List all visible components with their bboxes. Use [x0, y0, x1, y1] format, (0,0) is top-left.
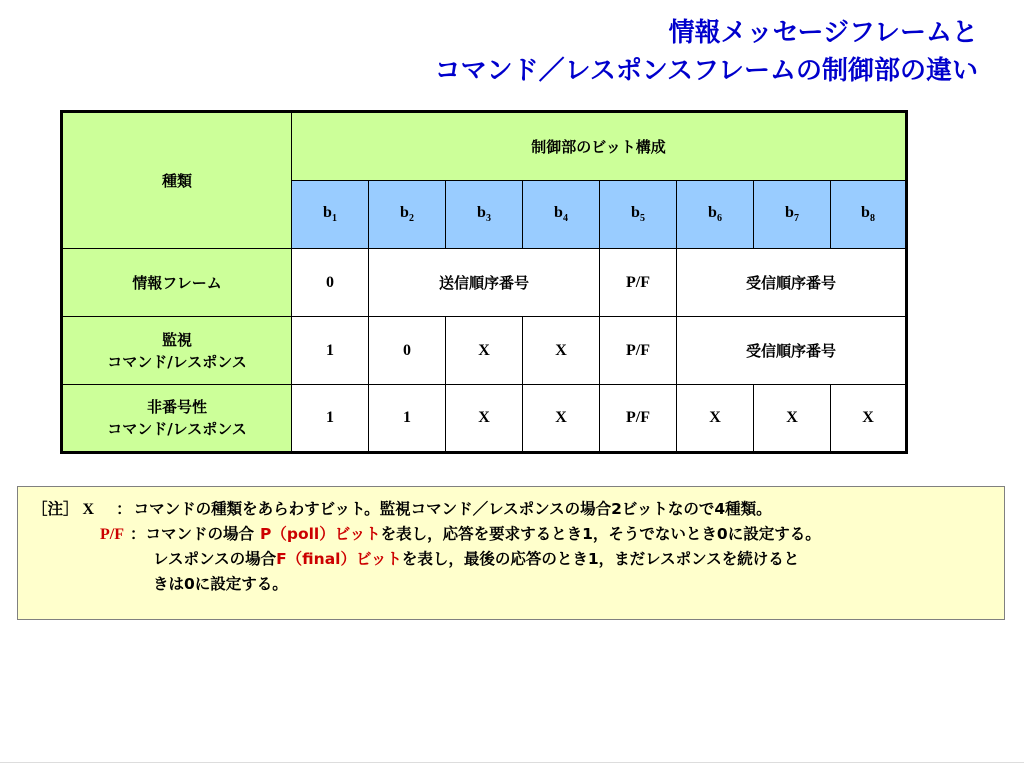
sup-pf: P/F	[600, 317, 677, 385]
bit-header-7: $b_7$	[754, 181, 831, 249]
note-line-response	[153, 547, 799, 572]
note-pf-text2: を表し，応答を要求するとき1，そうでないとき0に設定する。	[380, 525, 821, 543]
title-line-1: 情報メッセージフレームと	[668, 18, 978, 48]
bit-header-8: $b_8$	[831, 181, 907, 249]
note-resp-text1: レスポンスの場合	[153, 550, 277, 568]
bit-header-2: $b_2$	[369, 181, 446, 249]
unn-b2: 1	[369, 385, 446, 453]
table-row-info-frame	[62, 249, 907, 317]
note-bracket: ［注］	[32, 500, 79, 518]
note-resp-text2: を表し，最後の応答のとき1，まだレスポンスを続けると	[401, 550, 800, 568]
unn-b7: X	[754, 385, 831, 453]
bit-header-1: $b_1$	[292, 181, 369, 249]
unn-b6: X	[677, 385, 754, 453]
note-line-response-cont	[153, 572, 288, 597]
sup-b1: 1	[292, 317, 369, 385]
unn-b3: X	[446, 385, 523, 453]
note-poll-bit: P（poll）ビット	[260, 525, 381, 543]
note-final-bit: F（final）ビット	[276, 550, 402, 568]
bit-header-4: $b_4$	[523, 181, 600, 249]
unn-b1: 1	[292, 385, 369, 453]
bottom-divider	[0, 762, 1024, 763]
slide-title	[78, 14, 978, 90]
sup-b3: X	[446, 317, 523, 385]
note-line-x	[32, 497, 772, 522]
note-x-text: コマンドの種類をあらわすビット。監視コマンド／レスポンスの場合2ビットなので4種類。	[133, 500, 772, 518]
note-pf-text1: ：コマンドの場合	[130, 525, 255, 543]
bit-header-3: $b_3$	[446, 181, 523, 249]
row-label-supervisory: 監視 コマンド/レスポンス	[62, 317, 292, 385]
control-bits-header: 制御部のビット構成	[292, 112, 907, 181]
note-line-pf	[100, 522, 821, 547]
row-label-info: 情報フレーム	[62, 249, 292, 317]
note-pf-label: P/F	[100, 526, 124, 543]
row-label-unnumbered: 非番号性 コマンド/レスポンス	[62, 385, 292, 453]
unn-b8: X	[831, 385, 907, 453]
info-send-seq: 送信順序番号	[369, 249, 600, 317]
unn-pf: P/F	[600, 385, 677, 453]
note-box	[17, 486, 1005, 620]
sup-b4: X	[523, 317, 600, 385]
table-row-unnumbered	[62, 385, 907, 453]
type-header: 種類	[62, 112, 292, 249]
info-b1: 0	[292, 249, 369, 317]
bit-header-5: $b_5$	[600, 181, 677, 249]
table-row-supervisory	[62, 317, 907, 385]
note-resp-text3: きは0に設定する。	[153, 575, 288, 593]
title-line-2: コマンド／レスポンスフレームの制御部の違い	[434, 56, 978, 86]
sup-b2: 0	[369, 317, 446, 385]
note-x-label: X	[82, 501, 95, 518]
info-pf: P/F	[600, 249, 677, 317]
info-recv-seq: 受信順序番号	[677, 249, 907, 317]
control-field-table	[60, 110, 908, 454]
note-x-colon: ：	[116, 500, 132, 518]
bit-header-6: $b_6$	[677, 181, 754, 249]
sup-recv-seq: 受信順序番号	[677, 317, 907, 385]
unn-b4: X	[523, 385, 600, 453]
